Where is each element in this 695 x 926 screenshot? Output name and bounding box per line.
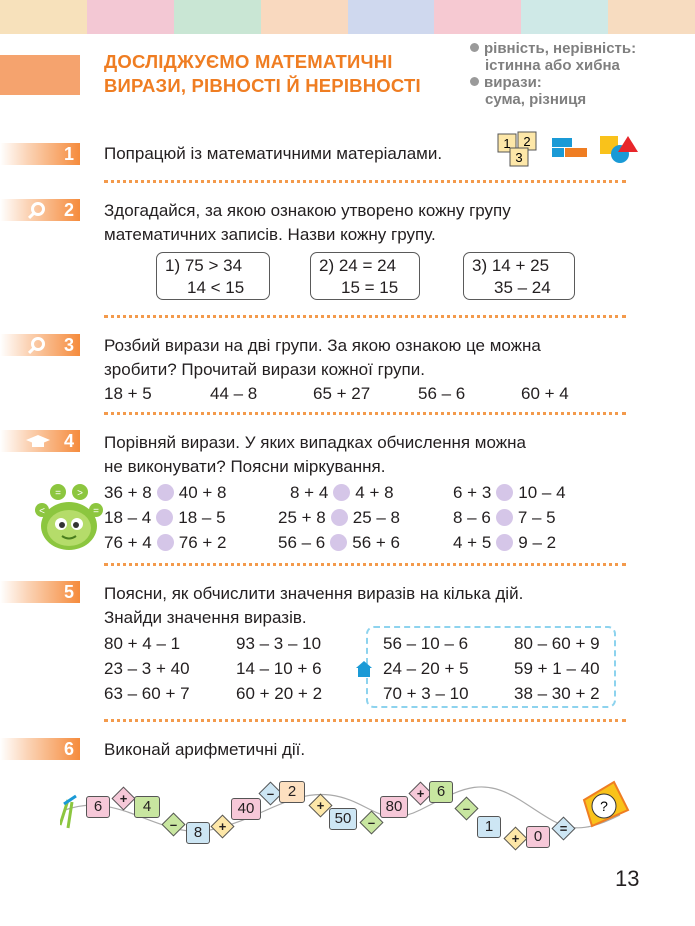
green-creature-mascot-icon <box>34 484 104 554</box>
expression: 56 – 6 <box>418 384 466 403</box>
keyword-1: рівність, нерівність: <box>484 40 637 57</box>
task-4-badge <box>0 430 80 452</box>
comparison <box>104 481 227 505</box>
expression: 70 + 3 – 10 <box>383 684 469 703</box>
expr-right: 40 + 8 <box>178 483 227 502</box>
task-2-line2: математичних записів. Назви кожну групу. <box>104 225 436 244</box>
record-group-box <box>310 252 420 300</box>
expr-left: 8 – 6 <box>453 508 491 527</box>
expr-left: 76 + 4 <box>104 533 152 552</box>
lesson-title-line1: ДОСЛІДЖУЄМО МАТЕМАТИЧНІ <box>104 51 393 72</box>
expression: 93 – 3 – 10 <box>236 634 322 653</box>
expression: 56 – 10 – 6 <box>383 634 469 653</box>
operation-sign: + <box>416 786 425 801</box>
chain-number-tile: 40 <box>231 798 261 820</box>
svg-text:=: = <box>55 488 61 499</box>
operation-sign: – <box>169 817 178 832</box>
task-1-badge <box>0 143 80 165</box>
card-digit: 3 <box>515 150 523 165</box>
chain-number-tile: 0 <box>526 826 550 848</box>
task-5-line2: Знайди значення виразів. <box>104 608 307 627</box>
record-group-box <box>156 252 270 300</box>
expression: 23 – 3 + 40 <box>104 659 190 678</box>
strip-segment <box>434 0 521 34</box>
operation-sign: + <box>316 798 325 813</box>
expr-right: 10 – 4 <box>518 483 566 502</box>
strip-segment <box>87 0 174 34</box>
expr-right: 9 – 2 <box>518 533 557 552</box>
expression: 65 + 27 <box>313 384 371 403</box>
task-5-badge <box>0 581 80 603</box>
task-6-badge <box>0 738 80 760</box>
expression: 59 + 1 – 40 <box>514 659 600 678</box>
expr-right: 25 – 8 <box>352 508 401 527</box>
expr-left: 56 – 6 <box>278 533 326 552</box>
task-number: 5 <box>63 582 74 602</box>
comparison <box>453 506 556 530</box>
expr-left: 25 + 8 <box>278 508 326 527</box>
expression: 80 + 4 – 1 <box>104 634 181 653</box>
top-color-strip <box>0 0 695 34</box>
comparison <box>453 481 566 505</box>
chain-number-tile: 2 <box>279 781 305 803</box>
compare-circle[interactable] <box>333 484 350 501</box>
bullet-icon <box>470 77 479 86</box>
strip-segment <box>0 0 87 34</box>
expr-left: 36 + 8 <box>104 483 152 502</box>
task-3-line1: Розбий вирази на дві групи. За якою ознакою це можна <box>104 336 541 355</box>
task-number: 3 <box>63 335 74 355</box>
expression: 14 – 10 + 6 <box>236 659 322 678</box>
svg-text:>: > <box>77 488 83 499</box>
kite-answer-icon <box>574 780 634 836</box>
compare-circle[interactable] <box>156 509 173 526</box>
operation-sign: – <box>367 815 376 830</box>
record-line: 35 – 24 <box>494 278 551 297</box>
compare-circle[interactable] <box>496 484 513 501</box>
operation-sign: = <box>559 821 568 836</box>
shapes-icon <box>600 136 638 163</box>
section-divider <box>104 563 626 566</box>
task-4-line1: Порівняй вирази. У яких випадках обчислення можна <box>104 433 526 452</box>
section-divider <box>104 315 626 318</box>
strip-segment <box>174 0 261 34</box>
record-line: 3) 14 + 25 <box>472 256 550 275</box>
keyword-2-cont: сума, різниця <box>485 91 587 108</box>
expression: 60 + 20 + 2 <box>236 684 323 703</box>
expr-right: 56 + 6 <box>352 533 401 552</box>
lesson-title-line2: ВИРАЗИ, РІВНОСТІ Й НЕРІВНОСТІ <box>104 75 421 96</box>
record-line: 1) 75 > 34 <box>165 256 243 275</box>
title-accent-bar <box>0 55 80 95</box>
chain-number-tile: 6 <box>86 796 110 818</box>
task-6-text: Виконай арифметичні дії. <box>104 740 306 759</box>
comparison <box>453 531 556 555</box>
keyword-1-cont: істинна або хибна <box>485 57 620 74</box>
task-number: 2 <box>63 200 74 220</box>
expr-right: 7 – 5 <box>517 508 556 527</box>
card-digit: 2 <box>523 134 531 149</box>
section-divider <box>104 180 626 183</box>
svg-text:<: < <box>39 506 45 517</box>
task-1-text: Попрацюй із математичними матеріалами. <box>104 144 443 163</box>
strip-segment <box>261 0 348 34</box>
operation-sign: – <box>266 786 275 801</box>
compare-circle[interactable] <box>496 509 513 526</box>
section-divider <box>104 719 626 722</box>
bullet-icon <box>470 43 479 52</box>
task-5-line1: Поясни, як обчислити значення виразів на кілька дій. <box>104 584 524 603</box>
chain-number-tile: 1 <box>477 816 501 838</box>
compare-circle[interactable] <box>331 509 348 526</box>
answer-placeholder: ? <box>600 798 608 814</box>
chain-number-tile: 6 <box>429 781 453 803</box>
comparison <box>104 506 226 530</box>
page-number: 13 <box>615 866 640 891</box>
record-group-box <box>463 252 575 300</box>
operation-sign: – <box>462 801 471 816</box>
task-2-line1: Здогадайся, за якою ознакою утворено кожну групу <box>104 201 511 220</box>
section-divider <box>104 412 626 415</box>
expression: 24 – 20 + 5 <box>383 659 469 678</box>
expr-left: 8 + 4 <box>290 483 329 502</box>
record-line: 15 = 15 <box>341 278 399 297</box>
number-cards-icon <box>498 132 536 166</box>
expr-left: 18 – 4 <box>104 508 152 527</box>
expression: 60 + 4 <box>521 384 569 403</box>
magnifier-icon <box>31 202 45 216</box>
task-4-line2: не виконувати? Поясни міркування. <box>104 457 386 476</box>
expression: 18 + 5 <box>104 384 152 403</box>
expression: 38 – 30 + 2 <box>514 684 600 703</box>
lesson-title <box>104 50 421 98</box>
compare-circle[interactable] <box>157 534 174 551</box>
expr-left: 6 + 3 <box>453 483 492 502</box>
chain-number-tile: 50 <box>329 808 357 830</box>
task-number: 1 <box>63 144 74 164</box>
record-line: 14 < 15 <box>187 278 245 297</box>
operation-sign: + <box>218 819 227 834</box>
task-3-badge <box>0 334 80 356</box>
chain-number-tile: 8 <box>186 822 210 844</box>
expr-right: 76 + 2 <box>178 533 227 552</box>
compare-circle[interactable] <box>496 534 513 551</box>
math-materials-icon <box>496 128 646 170</box>
expression: 80 – 60 + 9 <box>514 634 600 653</box>
expression: 44 – 8 <box>210 384 258 403</box>
task-3-line2: зробити? Прочитай вирази кожної групи. <box>104 360 425 379</box>
strip-segment <box>348 0 435 34</box>
compare-circle[interactable] <box>157 484 174 501</box>
blocks-icon <box>552 138 587 157</box>
compare-circle[interactable] <box>330 534 347 551</box>
chain-number-tile: 4 <box>134 796 160 818</box>
expr-right: 18 – 5 <box>178 508 226 527</box>
svg-text:=: = <box>93 506 99 517</box>
keyword-2: вирази: <box>484 74 542 91</box>
card-digit: 1 <box>503 136 511 151</box>
expression: 63 – 60 + 7 <box>104 684 190 703</box>
task-number: 4 <box>63 431 74 451</box>
comparison <box>278 506 400 530</box>
house-icon <box>355 660 373 678</box>
operation-sign: + <box>119 791 128 806</box>
comparison <box>104 531 227 555</box>
task-2-badge <box>0 199 80 221</box>
strip-segment <box>608 0 695 34</box>
record-line: 2) 24 = 24 <box>319 256 397 275</box>
strip-segment <box>521 0 608 34</box>
expr-left: 4 + 5 <box>453 533 492 552</box>
lesson-keywords <box>470 40 636 108</box>
task-number: 6 <box>63 739 74 759</box>
magnifier-icon <box>31 337 45 351</box>
graduation-cap-icon <box>26 435 50 447</box>
comparison <box>278 531 400 555</box>
comparison <box>290 481 394 505</box>
expr-right: 4 + 8 <box>355 483 394 502</box>
chain-number-tile: 80 <box>380 796 408 818</box>
operation-sign: + <box>511 831 520 846</box>
